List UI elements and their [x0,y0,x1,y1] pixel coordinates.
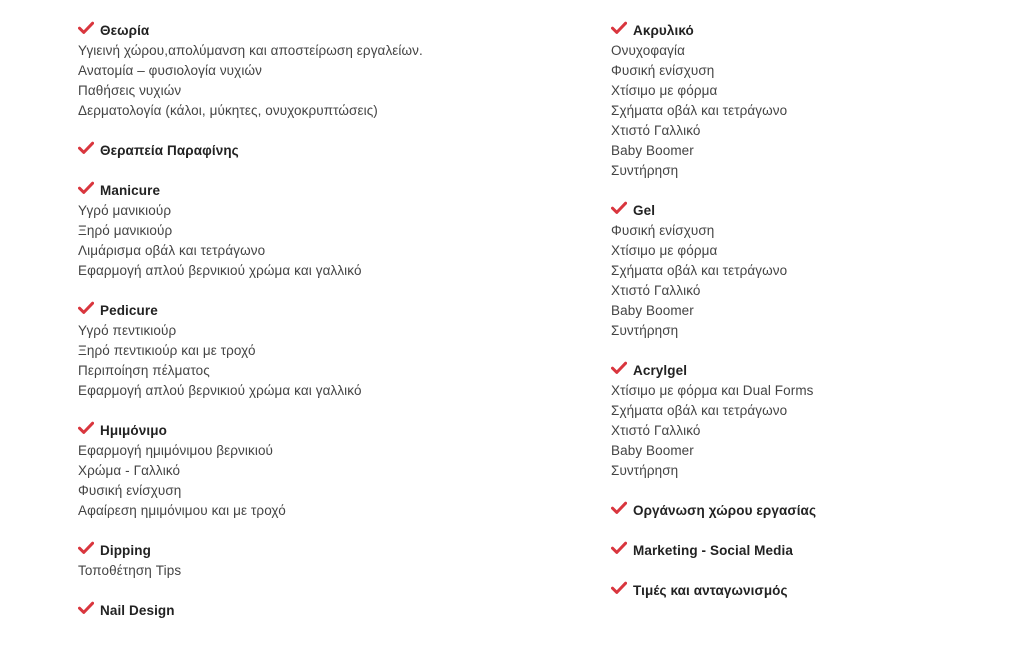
curriculum-section [611,579,1024,601]
section-heading [78,299,498,321]
list-item: Λιμάρισμα οβάλ και τετράγωνο [78,243,266,258]
checkmark-icon [611,500,633,521]
list-item: Περιποίηση πέλματος [78,363,210,378]
checkmark-icon [611,360,633,381]
section-title: Acrylgel [633,362,688,378]
list-item: Χρώμα - Γαλλικό [78,463,181,478]
section-title: Οργάνωση χώρου εργασίας [633,502,817,518]
left-column [78,19,498,639]
section-heading [611,19,1024,41]
list-item: Υγρό πεντικιούρ [78,323,177,338]
list-item: Baby Boomer [611,443,694,458]
section-title: Pedicure [100,302,158,318]
checkmark-icon [611,540,633,561]
curriculum-section [78,19,498,121]
section-heading [611,359,1024,381]
section-title: Nail Design [100,602,175,618]
list-item: Δερματολογία (κάλοι, μύκητες, ονυχοκρυπτώσεις) [78,103,378,118]
list-item: Τοποθέτηση Tips [78,563,182,578]
checkmark-icon [78,20,100,41]
checkmark-icon [611,580,633,601]
list-item: Φυσική ενίσχυση [611,63,715,78]
list-item: Ανατομία – φυσιολογία νυχιών [78,63,262,78]
curriculum-section [78,599,498,621]
checkmark-icon [611,200,633,221]
list-item: Υγρό μανικιούρ [78,203,172,218]
right-column [611,19,1024,619]
list-item: Συντήρηση [611,163,679,178]
list-item: Αφαίρεση ημιμόνιμου και με τροχό [78,503,286,518]
list-item: Χτίσιμο με φόρμα [611,243,718,258]
section-title: Manicure [100,182,161,198]
section-title: Ακρυλικό [633,22,694,38]
curriculum-section [611,359,1024,481]
curriculum-section [78,419,498,521]
checkmark-icon [78,140,100,161]
list-item: Χτίσιμο με φόρμα [611,83,718,98]
list-item: Ονυχοφαγία [611,43,685,58]
section-heading [78,599,498,621]
list-item: Εφαρμογή απλού βερνικιού χρώμα και γαλλικό [78,383,362,398]
section-title: Θεωρία [100,22,150,38]
list-item: Ξηρό πεντικιούρ και με τροχό [78,343,256,358]
section-heading [611,499,1024,521]
section-title: Marketing - Social Media [633,542,793,558]
checkmark-icon [78,600,100,621]
curriculum-section [78,299,498,401]
list-item: Συντήρηση [611,323,679,338]
list-item: Εφαρμογή απλού βερνικιού χρώμα και γαλλικό [78,263,362,278]
checkmark-icon [78,540,100,561]
section-heading [78,19,498,41]
list-item: Φυσική ενίσχυση [611,223,715,238]
curriculum-section [78,179,498,281]
list-item: Φυσική ενίσχυση [78,483,182,498]
section-heading [78,139,498,161]
section-title: Θεραπεία Παραφίνης [100,142,239,158]
curriculum-section [611,199,1024,341]
list-item: Baby Boomer [611,143,694,158]
section-heading [611,199,1024,221]
list-item: Baby Boomer [611,303,694,318]
list-item: Χτιστό Γαλλικό [611,283,701,298]
list-item: Εφαρμογή ημιμόνιμου βερνικιού [78,443,274,458]
list-item: Ξηρό μανικιούρ [78,223,173,238]
list-item: Σχήματα οβάλ και τετράγωνο [611,103,788,118]
section-title: Τιμές και ανταγωνισμός [633,582,788,598]
section-heading [78,179,498,201]
list-item: Χτίσιμο με φόρμα και Dual Forms [611,383,814,398]
section-title: Gel [633,202,656,218]
curriculum-section [611,539,1024,561]
section-heading [78,419,498,441]
checkmark-icon [78,420,100,441]
list-item: Χτιστό Γαλλικό [611,423,701,438]
section-heading [78,539,498,561]
list-item: Σχήματα οβάλ και τετράγωνο [611,263,788,278]
curriculum-section [611,19,1024,181]
list-item: Συντήρηση [611,463,679,478]
list-item: Υγιεινή χώρου,απολύμανση και αποστείρωση εργαλείων. [78,43,423,58]
curriculum-section [78,539,498,581]
list-item: Σχήματα οβάλ και τετράγωνο [611,403,788,418]
section-heading [611,579,1024,601]
curriculum-section [78,139,498,161]
checkmark-icon [611,20,633,41]
list-item: Παθήσεις νυχιών [78,83,182,98]
list-item: Χτιστό Γαλλικό [611,123,701,138]
section-title: Ημιμόνιμο [100,422,167,438]
section-title: Dipping [100,542,151,558]
checkmark-icon [78,180,100,201]
curriculum-section [611,499,1024,521]
section-heading [611,539,1024,561]
checkmark-icon [78,300,100,321]
